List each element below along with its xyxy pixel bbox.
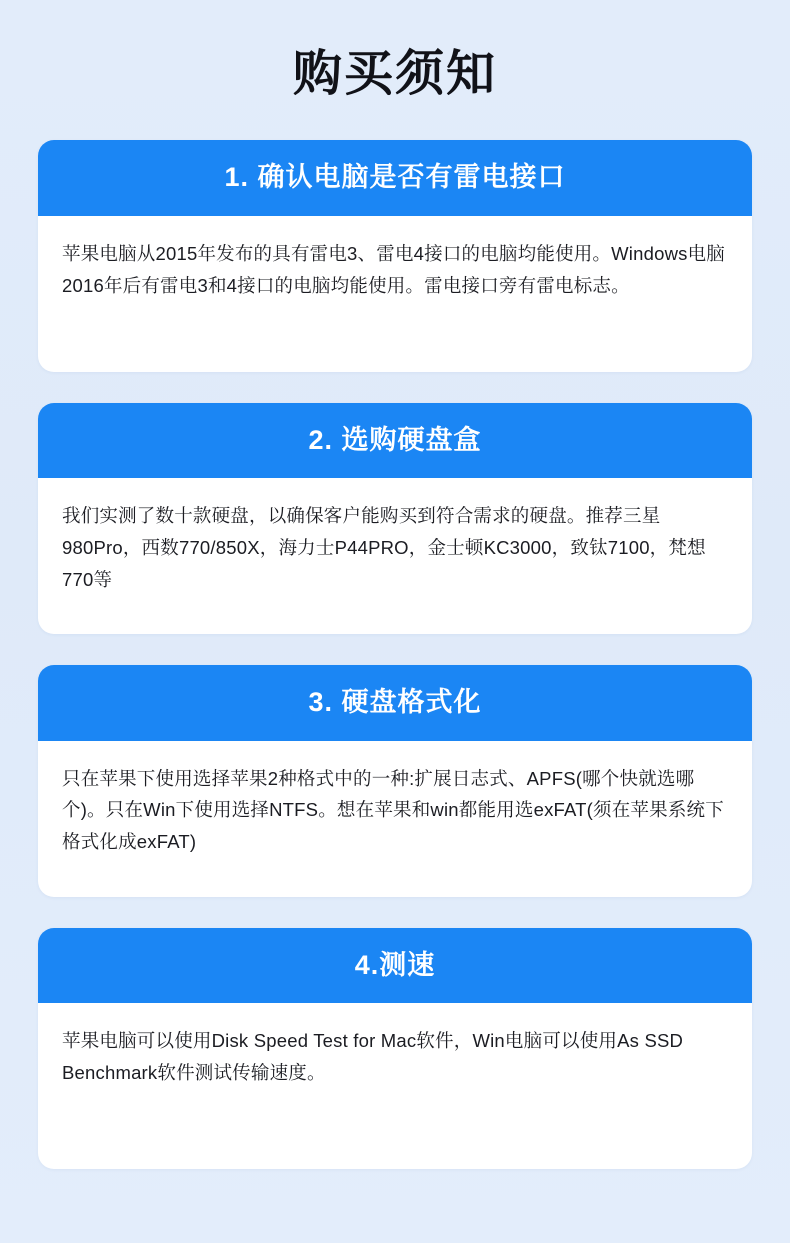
notice-card-body: 苹果电脑可以使用Disk Speed Test for Mac软件，Win电脑可以使用As SSD Benchmark软件测试传输速度。	[62, 1029, 684, 1083]
notice-card	[38, 928, 752, 1169]
notice-card	[38, 403, 752, 634]
notice-card-header: 1. 确认电脑是否有雷电接口	[38, 140, 752, 215]
notice-card-body: 苹果电脑从2015年发布的具有雷电3、雷电4接口的电脑均能使用。Windows电脑2016年后有雷电3和4接口的电脑均能使用。雷电接口旁有雷电标志。	[62, 242, 725, 296]
notice-card-header: 2. 选购硬盘盒	[38, 403, 752, 478]
page-title: 购买须知	[292, 47, 497, 101]
notice-card-header: 4.测速	[38, 928, 752, 1003]
notice-card-list	[0, 140, 790, 1169]
notice-card	[38, 140, 752, 371]
notice-card-body: 我们实测了数十款硬盘，以确保客户能购买到符合需求的硬盘。推荐三星980Pro，西数770/850X，海力士P44PRO，金士顿KC3000，致钛7100，梵想770等	[62, 505, 706, 590]
notice-card-header: 3. 硬盘格式化	[38, 665, 752, 740]
notice-card	[38, 665, 752, 896]
notice-card-body: 只在苹果下使用选择苹果2种格式中的一种:扩展日志式、APFS(哪个快就选哪个)。只在Win下使用选择NTFS。想在苹果和win都能用选exFAT(须在苹果系统下格式化成exFAT)	[62, 767, 724, 853]
